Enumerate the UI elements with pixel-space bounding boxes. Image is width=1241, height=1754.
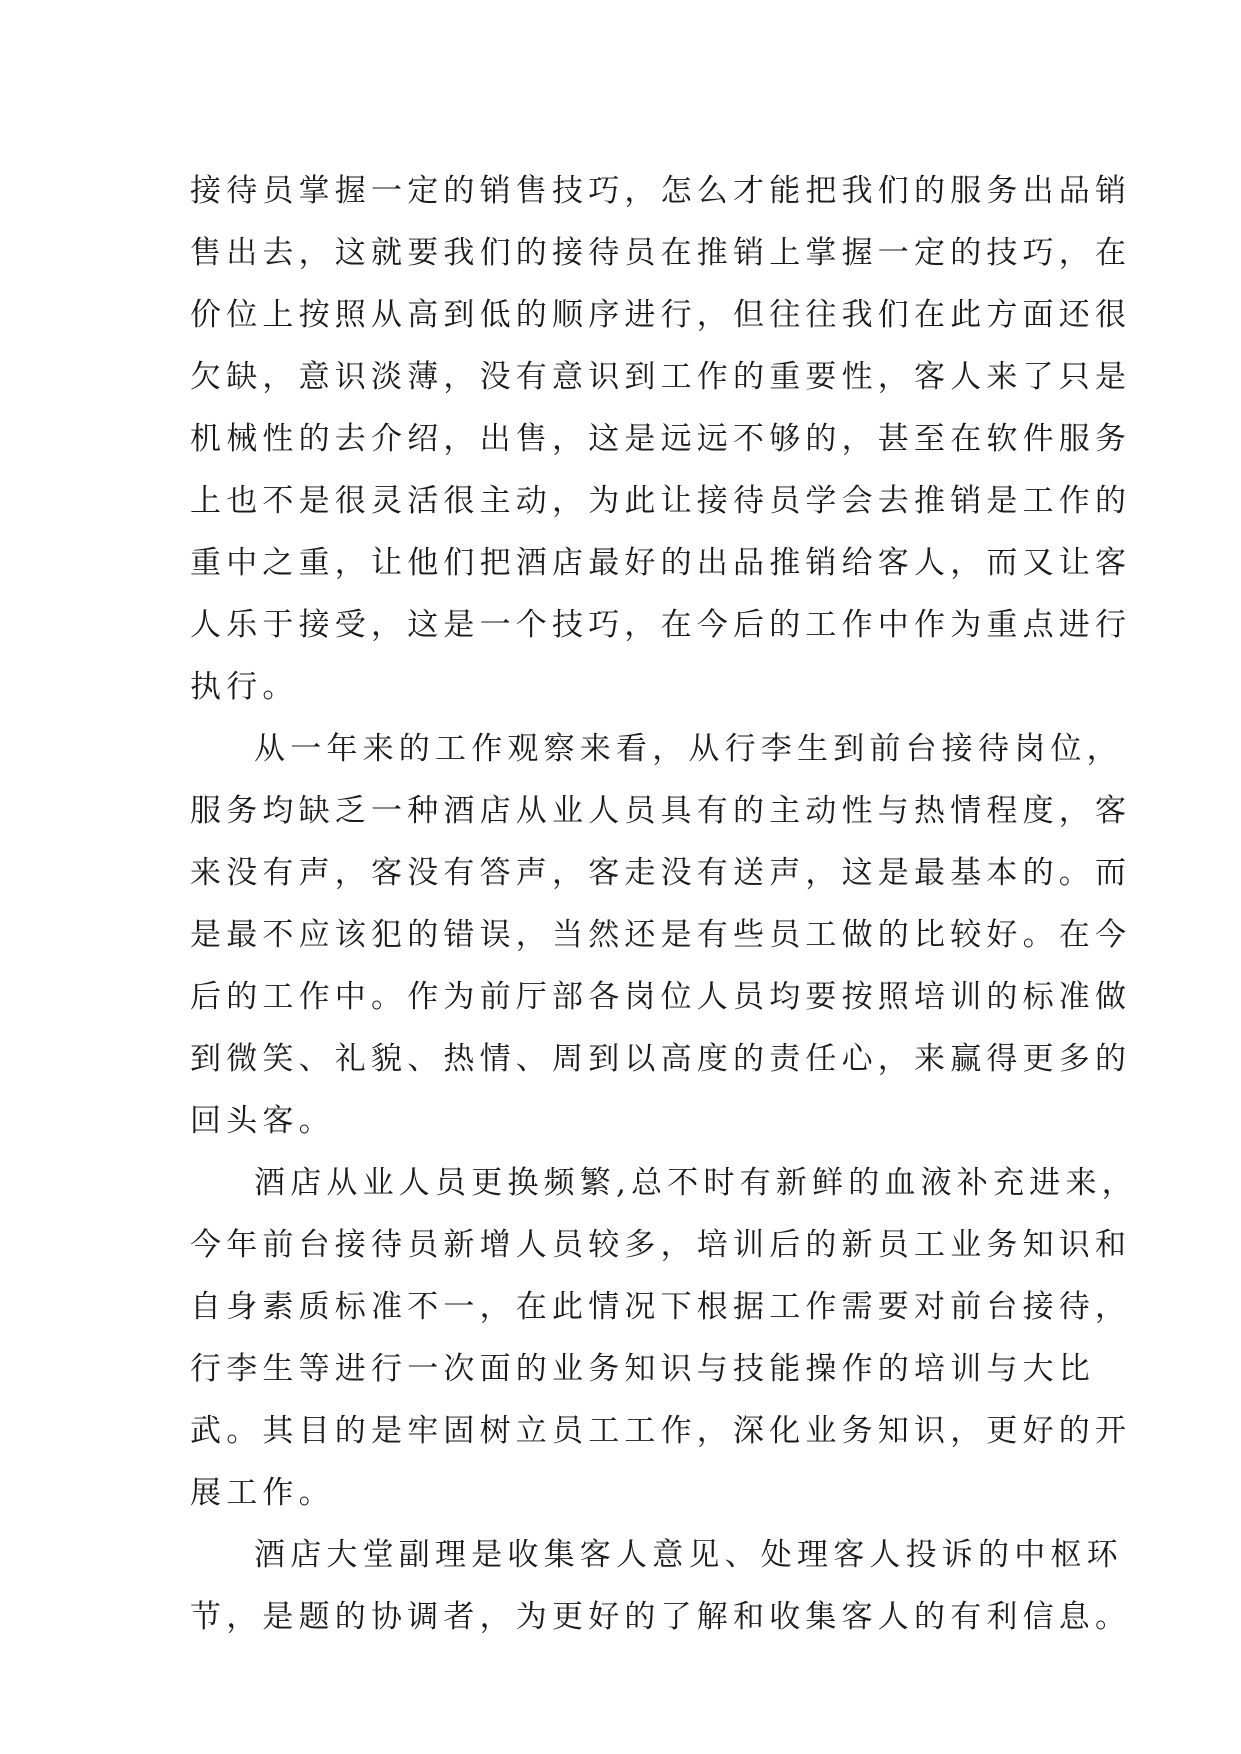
text-line: 欠缺，意识淡薄，没有意识到工作的重要性，客人来了只是 — [190, 359, 1132, 395]
paragraph-1 — [190, 160, 1132, 718]
text-line: 人乐于接受，这是一个技巧，在今后的工作中作为重点进行 — [190, 607, 1132, 643]
text-line: 售出去，这就要我们的接待员在推销上掌握一定的技巧，在 — [190, 235, 1132, 271]
paragraph-4 — [190, 1524, 1132, 1648]
text-line: 机械性的去介绍，出售，这是远远不够的，甚至在软件服务 — [190, 421, 1132, 457]
text-line: 执行。 — [190, 669, 299, 705]
text-line: 行李生等进行一次面的业务知识与技能操作的培训与大比 — [190, 1351, 1095, 1387]
text-line: 服务均缺乏一种酒店从业人员具有的主动性与热情程度，客 — [190, 793, 1132, 829]
text-line: 展工作。 — [190, 1475, 335, 1511]
text-line: 今年前台接待员新增人员较多，培训后的新员工业务知识和 — [190, 1227, 1132, 1263]
text-line: 后的工作中。作为前厅部各岗位人员均要按照培训的标准做 — [190, 979, 1132, 1015]
text-line: 是最不应该犯的错误，当然还是有些员工做的比较好。在今 — [190, 917, 1132, 953]
text-line: 到微笑、礼貌、热情、周到以高度的责任心，来赢得更多的 — [190, 1041, 1132, 1077]
text-line: 来没有声，客没有答声，客走没有送声，这是最基本的。而 — [190, 855, 1132, 891]
text-line: 价位上按照从高到低的顺序进行，但往往我们在此方面还很 — [190, 297, 1132, 333]
text-line: 接待员掌握一定的销售技巧，怎么才能把我们的服务出品销 — [190, 173, 1132, 209]
text-line: 回头客。 — [190, 1103, 335, 1139]
text-line: 自身素质标准不一，在此情况下根据工作需要对前台接待， — [190, 1289, 1132, 1325]
document-body — [190, 160, 1138, 1648]
text-line-indented: 从一年来的工作观察来看，从行李生到前台接待岗位， — [254, 731, 1123, 767]
text-line: 武。其目的是牢固树立员工工作，深化业务知识，更好的开 — [190, 1413, 1132, 1449]
text-line: 重中之重，让他们把酒店最好的出品推销给客人，而又让客 — [190, 545, 1132, 581]
text-line: 节，是题的协调者，为更好的了解和收集客人的有利信息。 — [190, 1599, 1132, 1635]
paragraph-3 — [190, 1152, 1138, 1524]
text-line-indented: 酒店从业人员更换频繁,总不时有新鲜的血液补充进来， — [254, 1165, 1138, 1201]
paragraph-2 — [190, 718, 1132, 1152]
text-line-indented: 酒店大堂副理是收集客人意见、处理客人投诉的中枢环 — [254, 1537, 1123, 1573]
text-line: 上也不是很灵活很主动，为此让接待员学会去推销是工作的 — [190, 483, 1132, 519]
